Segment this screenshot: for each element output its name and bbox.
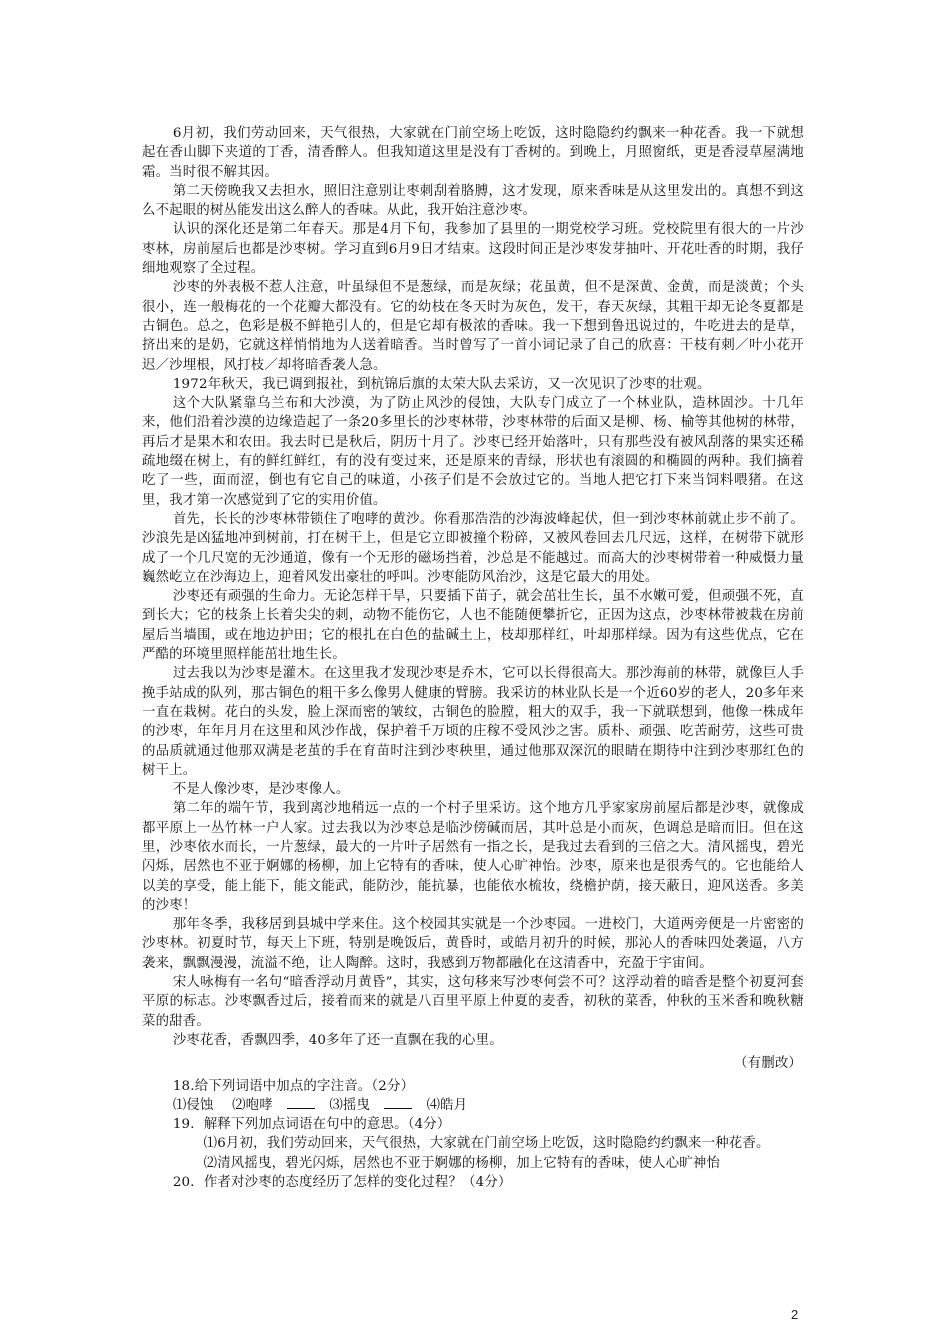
q18-item-4: ⑷皓月 xyxy=(426,1097,468,1113)
article-paragraph: 过去我以为沙枣是灌木。在这里我才发现沙枣是乔木，它可以长得很高大。那沙海前的林带，就像巨人手挽手站成的队列，那古铜色的粗干多么像男人健康的臂膀。我采访的林业队长是一个近60岁的老人，20多年来一直在栽树。花白的头发，脸上深而密的皱纹，古铜色的脸膛，粗大的双手，我一下就联想到，他像一株成年的沙枣，年年月月在这里和风沙作战，保护着千万顷的庄稼不受风沙之害。质朴、顽强、吃苦耐劳，这些可贵的品质就通过他那双满是老茧的手在育苗时注到沙枣秧里，通过他那双深沉的眼睛在期待中注到沙枣那红色的树干上。 xyxy=(142,666,804,778)
article-paragraph: 这个大队紧靠乌兰布和大沙漠，为了防止风沙的侵蚀，大队专门成立了一个林业队，造林固沙。十几年来，他们沿着沙漠的边缘造起了一条20多里长的沙枣林带，沙枣林带的后面又是柳、杨、榆等其他树的林带，再后才是果木和农田。我去时已是秋后，阴历十月了。沙枣已经开始落叶，只有那些没有被风刮落的果实还稀疏地缀在树上，有的鲜红鲜红，有的没有变过来，还是原来的青绿，形状也有滚圆的和椭圆的两种。我们摘着吃了一些，面而涩，倒也有它自己的味道，小孩子们是不会放过它的。当地人把它打下来当饲料喂猪。在这里，我才第一次感觉到了它的实用价值。 xyxy=(142,396,804,508)
question-18-stem: 18.给下列词语中加点的字注音。（2分） xyxy=(172,1078,415,1094)
q18-item-2: ⑵咆哮 xyxy=(232,1097,273,1113)
question-18-items xyxy=(142,1096,804,1115)
article-paragraph: 首先，长长的沙枣林带锁住了咆哮的黄沙。你看那浩浩的沙海波峰起伏，但一到沙枣林前就止步不前了。沙浪先是凶猛地冲到树前，打在树干上，但是它立即被撞个粉碎，又被风卷回去几尺远，这样，在树带下就形成了一个几尺宽的无沙通道，像有一个无形的磁场挡着，沙总是不能越过。而高大的沙枣树带着一种威慑力量巍然屹立在沙海边上，迎着风发出豪壮的呼叫。沙枣能防风治沙，这是它最大的用处。 xyxy=(142,511,804,585)
article-paragraph: 宋人咏梅有一名句“暗香浮动月黄昏”，其实，这句移来写沙枣何尝不可？这浮动着的暗香是整个初夏河套平原的标志。沙枣飘香过后，接着而来的就是八百里平原上仲夏的麦香，初秋的菜香，仲秋的玉米香和晚秋糖菜的甜香。 xyxy=(142,975,804,1029)
q18-item-1: ⑴侵蚀 xyxy=(172,1097,214,1113)
question-20-stem: 20．作者对沙枣的态度经历了怎样的变化过程？（4分） xyxy=(172,1175,512,1191)
article-paragraph: 沙枣花香，香飘四季，40多年了还一直飘在我的心里。 xyxy=(172,1032,503,1048)
q18-item-3: ⑶摇曳 xyxy=(329,1097,371,1113)
article-paragraph: 1972年秋天，我已调到报社，到杭锦后旗的太荣大队去采访，又一次见识了沙枣的壮观。 xyxy=(172,376,711,392)
article-paragraph: 第二年的端午节，我到离沙地稍远一点的一个村子里采访。这个地方几乎家家房前屋后都是沙枣，就像成都平原上一丛竹林一户人家。过去我以为沙枣总是临沙傍碱而居，其叶总是小而灰，色调总是暗而旧。但在这里，沙枣依水而长，一片葱绿，最大的一片叶子居然有一指之长，是我过去看到的三倍之大。清风摇曳，碧光闪烁，居然也不亚于婀娜的杨柳，加上它特有的香味，使人心旷神怡。沙枣，原来也是很秀气的。它也能给人以美的享受，能上能下，能文能武，能防沙，能抗暴，也能依水梳妆，绕檐护荫，接天蔽日，迎风送香。多美的沙枣！ xyxy=(142,801,804,913)
source-note: （有删改） xyxy=(734,1056,802,1072)
page-number: 2 xyxy=(791,1307,799,1322)
article-paragraph: 不是人像沙枣，是沙枣像人。 xyxy=(172,782,350,798)
article-paragraph: 6月初，我们劳动回来，天气很热，大家就在门前空场上吃饭，这时隐隐约约飘来一种花香。我一下就想起在香山脚下夹道的丁香，清香醉人。但我知道这里是没有丁香树的。到晚上，月照窗纸，更是香浸草屋满地霜。当时很不解其因。 xyxy=(142,126,804,180)
question-19-sub-1: ⑴6月初，我们劳动回来，天气很热，大家就在门前空场上吃饭，这时隐隐约约飘来一种花香。 xyxy=(203,1136,770,1152)
question-19-sub-2: ⑵清风摇曳，碧光闪烁，居然也不亚于婀娜的杨柳，加上它特有的香味，使人心旷神怡 xyxy=(203,1155,721,1171)
document-body xyxy=(142,124,804,1192)
answer-blank[interactable] xyxy=(384,1096,412,1109)
article-paragraph: 沙枣还有顽强的生命力。无论怎样干旱，只要插下苗子，就会茁壮生长，虽不水嫩可爱，但顽强不死，直到长大；它的枝条上长着尖尖的刺，动物不能伤它，人也不能随便攀折它，正因为这点，沙枣林带被栽在房前屋后当墙围，或在地边护田；它的根扎在白色的盐碱土上，枝却那样红，叶却那样绿。因为有这些优点，它在严酷的环境里照样能茁壮地生长。 xyxy=(142,589,804,663)
article xyxy=(142,124,804,1074)
question-19-stem: 19．解释下列加点词语在句中的意思。（4分） xyxy=(172,1117,451,1133)
article-paragraph: 第二天傍晚我又去担水，照旧注意别让枣刺刮着胳膊，这才发现，原来香味是从这里发出的。真想不到这么不起眼的树丛能发出这么醉人的香味。从此，我开始注意沙枣。 xyxy=(142,183,804,219)
article-paragraph: 沙枣的外表极不惹人注意，叶虽绿但不是葱绿，而是灰绿；花虽黄，但不是深黄、金黄，而是淡黄；个头很小，连一般梅花的一个花瓣大都没有。它的幼枝在冬天时为灰色，发干，春天灰绿，其粗干却无论冬夏都是古铜色。总之，色彩是极不鲜艳引人的，但是它却有极浓的香味。我一下想到鲁迅说过的，牛吃进去的是草，挤出来的是奶，它就这样悄悄地为人送着暗香。当时曾写了一首小词记录了自己的欣喜：干枝有刺／叶小花开迟／沙埋根，风打枝／却将暗香袭人急。 xyxy=(142,280,804,373)
answer-blank[interactable] xyxy=(287,1096,315,1109)
questions-section xyxy=(142,1077,804,1193)
article-paragraph: 那年冬季，我移居到县城中学来住。这个校园其实就是一个沙枣园。一进校门，大道两旁便是一片密密的沙枣林。初夏时节，每天上下班，特别是晚饭后，黄昏时，或皓月初升的时候，那沁人的香味四处袭逼，八方袭来，飘飘漫漫，流溢不绝，让人陶醉。这时，我感到万物都融化在这清香中，充盈于宇宙间。 xyxy=(142,917,804,971)
article-paragraph: 认识的深化还是第二年春天。那是4月下旬，我参加了县里的一期党校学习班。党校院里有很大的一片沙枣林，房前屋后也都是沙枣树。学习直到6月9日才结束。这段时间正是沙枣发芽抽叶、开花吐香的时期，我仔细地观察了全过程。 xyxy=(142,222,804,277)
